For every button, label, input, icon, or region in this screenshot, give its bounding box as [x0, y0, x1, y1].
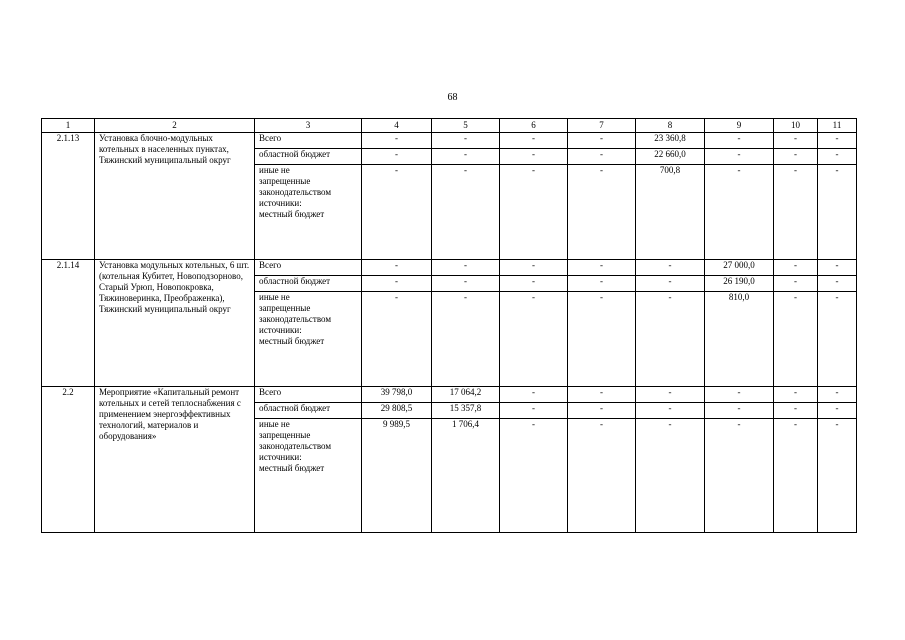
amount-cell: - — [774, 260, 818, 276]
amount-cell: - — [500, 276, 568, 292]
funding-source-line: законодательством — [259, 441, 332, 451]
amount-cell: - — [818, 292, 857, 387]
column-header: 11 — [818, 119, 857, 133]
item-number: 2.1.13 — [42, 133, 95, 260]
amount-cell: - — [362, 276, 432, 292]
amount-cell: - — [705, 403, 774, 419]
amount-cell: - — [774, 419, 818, 533]
amount-cell: - — [818, 149, 857, 165]
amount-cell: - — [774, 403, 818, 419]
funding-source-line: запрещенные — [259, 303, 311, 313]
funding-source-line: местный бюджет — [259, 336, 325, 346]
amount-cell: - — [818, 276, 857, 292]
amount-cell: - — [705, 149, 774, 165]
column-header: 10 — [774, 119, 818, 133]
amount-cell: - — [774, 387, 818, 403]
amount-cell: - — [432, 165, 500, 260]
amount-cell: 26 190,0 — [705, 276, 774, 292]
amount-cell: 29 808,5 — [362, 403, 432, 419]
amount-cell: - — [568, 292, 636, 387]
item-name: Установка блочно-модульных котельных в населенных пунктах, Тяжинский муниципальный округ — [95, 133, 255, 260]
amount-cell: - — [500, 292, 568, 387]
amount-cell: - — [500, 419, 568, 533]
table-row — [42, 260, 857, 276]
amount-cell: 27 000,0 — [705, 260, 774, 276]
funding-source: областной бюджет — [255, 149, 362, 165]
column-header: 6 — [500, 119, 568, 133]
amount-cell: - — [636, 260, 705, 276]
funding-source-line: источники: — [259, 198, 302, 208]
amount-cell: 1 706,4 — [432, 419, 500, 533]
amount-cell: - — [636, 387, 705, 403]
table-row — [42, 387, 857, 403]
amount-cell: 810,0 — [705, 292, 774, 387]
amount-cell: - — [362, 133, 432, 149]
funding-source — [255, 419, 362, 533]
budget-table — [41, 118, 857, 533]
amount-cell: - — [818, 419, 857, 533]
amount-cell: - — [568, 403, 636, 419]
amount-cell: - — [774, 165, 818, 260]
amount-cell: - — [774, 276, 818, 292]
amount-cell: - — [500, 387, 568, 403]
amount-cell: - — [818, 260, 857, 276]
column-header: 5 — [432, 119, 500, 133]
amount-cell: - — [774, 133, 818, 149]
amount-cell: - — [500, 133, 568, 149]
amount-cell: 700,8 — [636, 165, 705, 260]
amount-cell: - — [432, 149, 500, 165]
column-header: 8 — [636, 119, 705, 133]
funding-source-line: законодательством — [259, 187, 332, 197]
amount-cell: - — [568, 165, 636, 260]
amount-cell: - — [500, 149, 568, 165]
column-header: 9 — [705, 119, 774, 133]
amount-cell: - — [500, 403, 568, 419]
column-header: 4 — [362, 119, 432, 133]
funding-source: областной бюджет — [255, 276, 362, 292]
funding-source-line: источники: — [259, 325, 302, 335]
amount-cell: - — [568, 133, 636, 149]
amount-cell: - — [432, 133, 500, 149]
amount-cell: - — [432, 260, 500, 276]
amount-cell: - — [500, 165, 568, 260]
funding-source-line: иные не — [259, 165, 290, 175]
funding-source-line: местный бюджет — [259, 463, 325, 473]
item-number: 2.2 — [42, 387, 95, 533]
page-number: 68 — [447, 92, 458, 103]
amount-cell: - — [432, 292, 500, 387]
amount-cell: 22 660,0 — [636, 149, 705, 165]
item-name: Установка модульных котельных, 6 шт. (котельная Кубитет, Новоподзорново, Старый Урюп, Новопокровка, Тяжиноверинка, Преображенка), Тяжинский муниципальный округ — [95, 260, 255, 387]
funding-source — [255, 165, 362, 260]
amount-cell: - — [705, 133, 774, 149]
amount-cell: 23 360,8 — [636, 133, 705, 149]
amount-cell: - — [568, 276, 636, 292]
funding-source: Всего — [255, 260, 362, 276]
funding-source: Всего — [255, 133, 362, 149]
funding-source-line: источники: — [259, 452, 302, 462]
funding-source — [255, 292, 362, 387]
amount-cell: - — [362, 260, 432, 276]
amount-cell: - — [774, 149, 818, 165]
amount-cell: - — [774, 292, 818, 387]
amount-cell: - — [568, 387, 636, 403]
amount-cell: - — [568, 419, 636, 533]
amount-cell: - — [636, 292, 705, 387]
amount-cell: - — [432, 276, 500, 292]
amount-cell: - — [705, 165, 774, 260]
funding-source-line: законодательством — [259, 314, 332, 324]
funding-source-line: запрещенные — [259, 430, 311, 440]
amount-cell: - — [362, 292, 432, 387]
amount-cell: 9 989,5 — [362, 419, 432, 533]
column-header: 7 — [568, 119, 636, 133]
funding-source-line: местный бюджет — [259, 209, 325, 219]
column-header: 3 — [255, 119, 362, 133]
item-number: 2.1.14 — [42, 260, 95, 387]
funding-source: Всего — [255, 387, 362, 403]
item-name: Мероприятие «Капитальный ремонт котельных и сетей теплоснабжения с применением энергоэффективных технологий, материалов и оборудования» — [95, 387, 255, 533]
funding-source-line: запрещенные — [259, 176, 311, 186]
amount-cell: 15 357,8 — [432, 403, 500, 419]
amount-cell: - — [568, 260, 636, 276]
amount-cell: - — [705, 387, 774, 403]
amount-cell: - — [818, 165, 857, 260]
amount-cell: - — [818, 133, 857, 149]
column-header: 2 — [95, 119, 255, 133]
amount-cell: - — [500, 260, 568, 276]
amount-cell: - — [362, 165, 432, 260]
table-row — [42, 133, 857, 149]
amount-cell: - — [705, 419, 774, 533]
funding-source-line: иные не — [259, 419, 290, 429]
amount-cell: - — [636, 403, 705, 419]
column-header: 1 — [42, 119, 95, 133]
amount-cell: - — [362, 149, 432, 165]
amount-cell: 17 064,2 — [432, 387, 500, 403]
amount-cell: - — [636, 276, 705, 292]
amount-cell: - — [818, 387, 857, 403]
amount-cell: - — [818, 403, 857, 419]
amount-cell: 39 798,0 — [362, 387, 432, 403]
table-header-row — [42, 119, 857, 133]
amount-cell: - — [568, 149, 636, 165]
amount-cell: - — [636, 419, 705, 533]
funding-source: областной бюджет — [255, 403, 362, 419]
funding-source-line: иные не — [259, 292, 290, 302]
